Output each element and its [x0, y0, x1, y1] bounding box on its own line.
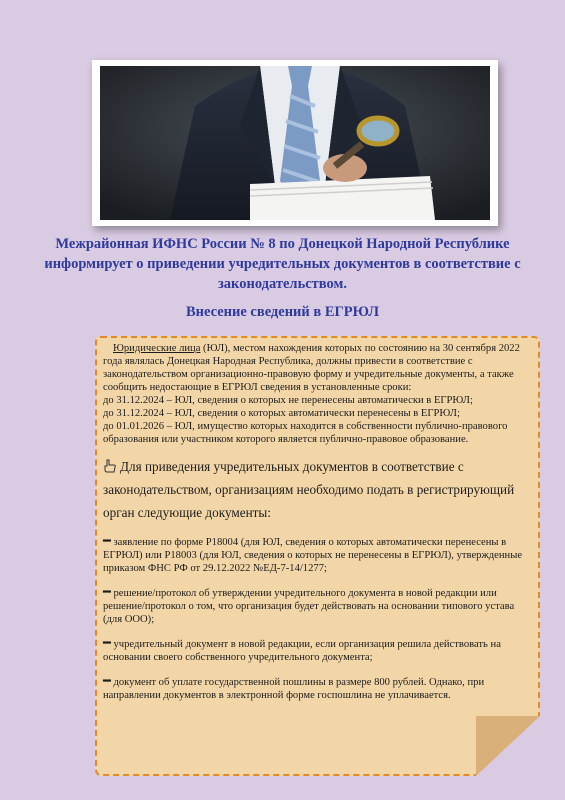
list-item-text: решение/протокол об утверждении учредительного документа в новой редакции или решение/протокол о том, что организация будет действовать на основании типового устава (для ООО); — [103, 588, 515, 625]
photo-businessman-magnifier — [100, 66, 490, 220]
instruction-paragraph — [103, 455, 531, 524]
deadline-item: до 31.12.2024 – ЮЛ, сведения о которых не перенесены автоматически в ЕГРЮЛ; — [103, 395, 473, 406]
list-item-text: заявление по форме Р18004 (для ЮЛ, сведения о которых автоматически перенесены в ЕГРЮЛ) или Р18003 (для ЮЛ, сведения о которых не перенесены в ЕГРЮЛ), утвержденные приказом ФНС РФ от 29.12.2022 №ЕД-7-14/1277; — [103, 537, 523, 574]
dash-marker: ━ — [103, 635, 111, 650]
list-item-text: документ об уплате государственной пошлины в размере 800 рублей. Однако, при направлении документов в электронной форме госпошлина не уплачивается. — [103, 677, 485, 701]
page-curl — [476, 716, 540, 776]
intro-text: (ЮЛ), местом нахождения которых по состоянию на 30 сентября 2022 года являлась Донецкая Народная Республика, должны привести в соответствие с законодательством организационно-правовую форму и учредительные документы, а также сообщить недостающие в ЕГРЮЛ сведения в установленные сроки: — [103, 343, 520, 393]
list-item — [103, 585, 531, 626]
deadline-item: до 01.01.2026 – ЮЛ, имущество которых находится в собственности публично-правового образования или участником которого является публично-правовое образование. — [103, 421, 508, 445]
notice-content — [103, 342, 531, 702]
section-title: Внесение сведений в ЕГРЮЛ — [185, 304, 380, 320]
hand-pointing-icon — [103, 457, 117, 471]
instruction-text: Для приведения учредительных документов в соответствие с законодательством, организациям необходимо подать в регистрирующий орган следующие документы: — [103, 459, 515, 520]
list-item — [103, 636, 531, 664]
deadline-item: до 31.12.2024 – ЮЛ, сведения о которых автоматически перенесены в ЕГРЮЛ; — [103, 408, 460, 419]
dash-marker: ━ — [103, 673, 111, 688]
intro-term: Юридические лица — [113, 343, 201, 354]
photo-frame — [92, 60, 498, 226]
list-item — [103, 674, 531, 702]
page-title: Межрайонная ИФНС России № 8 по Донецкой Народной Республике информирует о приведении учредительных документов в соответствие с законодательством. — [44, 236, 521, 292]
dash-marker: ━ — [103, 584, 111, 599]
intro-paragraph — [103, 342, 531, 394]
list-item — [103, 534, 531, 575]
dash-marker: ━ — [103, 533, 111, 548]
list-item-text: учредительный документ в новой редакции, если организация решила действовать на основании своего собственного учредительного документа; — [103, 639, 501, 663]
